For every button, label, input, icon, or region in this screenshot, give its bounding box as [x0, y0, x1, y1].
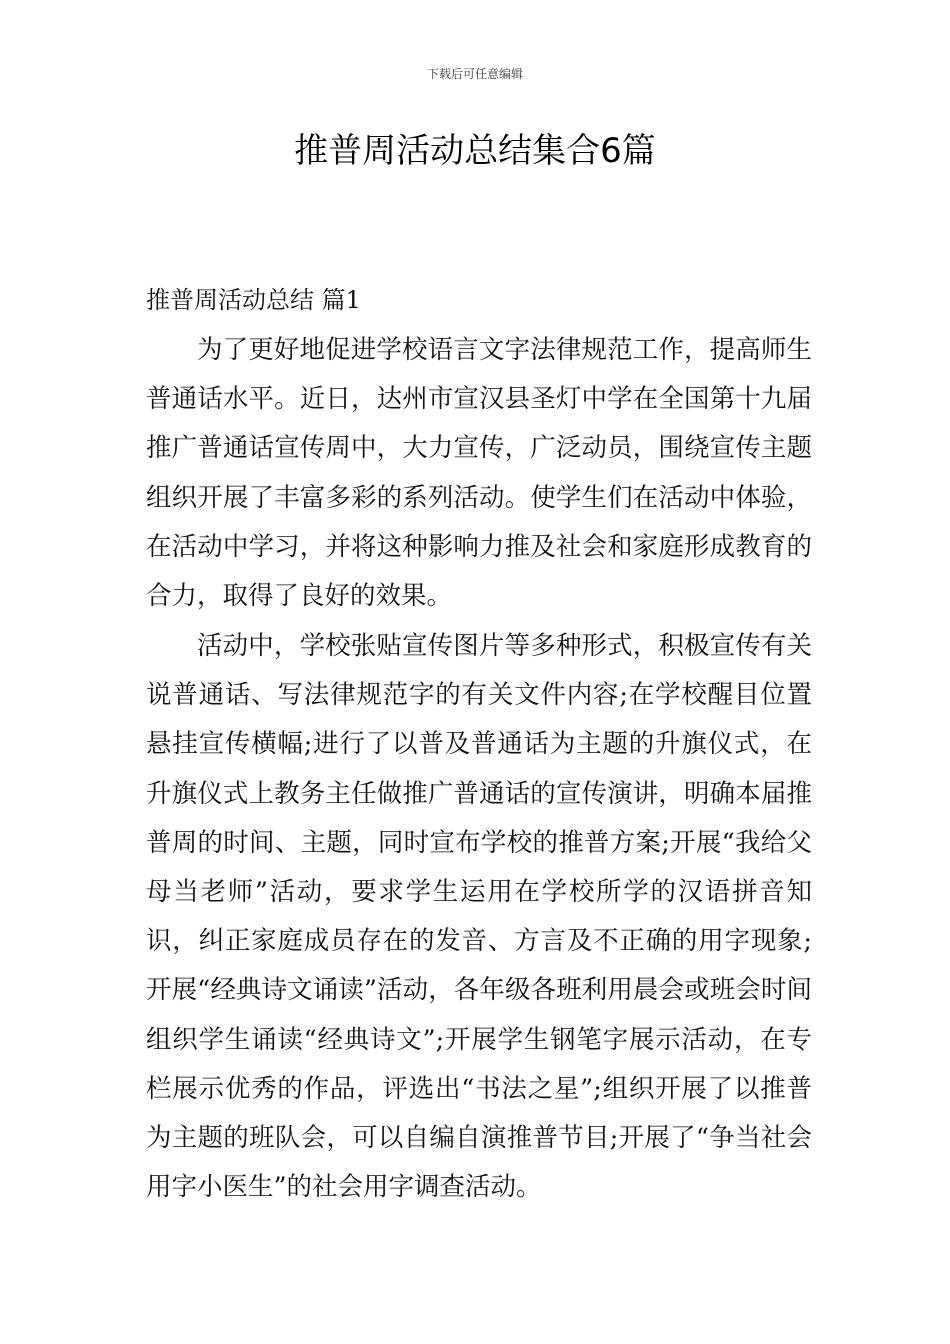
body-paragraph: 活动中，学校张贴宣传图片等多种形式，积极宣传有关说普通话、写法律规范字的有关文件内容;在学校醒目位置悬挂宣传横幅;进行了以普及普通话为主题的升旗仪式，在升旗仪式上教务主任做推广普通话的宣传演讲，明确本届推普周的时间、主题，同时宣布学校的推普方案;开展“我给父母当老师”活动，要求学生运用在学校所学的汉语拼音知识，纠正家庭成员存在的发音、方言及不正确的用字现象;开展“经典诗文诵读”活动，各年级各班利用晨会或班会时间组织学生诵读“经典诗文”;开展学生钢笔字展示活动，在专栏展示优秀的作品，评选出“书法之星”;组织开展了以推普为主题的班队会，可以自编自演推普节目;开展了“争当社会用字小医生”的社会用字调查活动。 [146, 631, 812, 1203]
header-note: 下载后可任意编辑 [426, 67, 523, 81]
body-paragraph: 为了更好地促进学校语言文字法律规范工作，提高师生普通话水平。近日，达州市宣汉县圣灯中学在全国第十九届推广普通话宣传周中，大力宣传，广泛动员，围绕宣传主题组织开展了丰富多彩的系列活动。使学生们在活动中体验，在活动中学习，并将这种影响力推及社会和家庭形成教育的合力，取得了良好的效果。 [146, 335, 812, 612]
section-heading: 推普周活动总结 篇1 [146, 286, 361, 314]
document-title: 推普周活动总结集合6篇 [294, 131, 656, 171]
